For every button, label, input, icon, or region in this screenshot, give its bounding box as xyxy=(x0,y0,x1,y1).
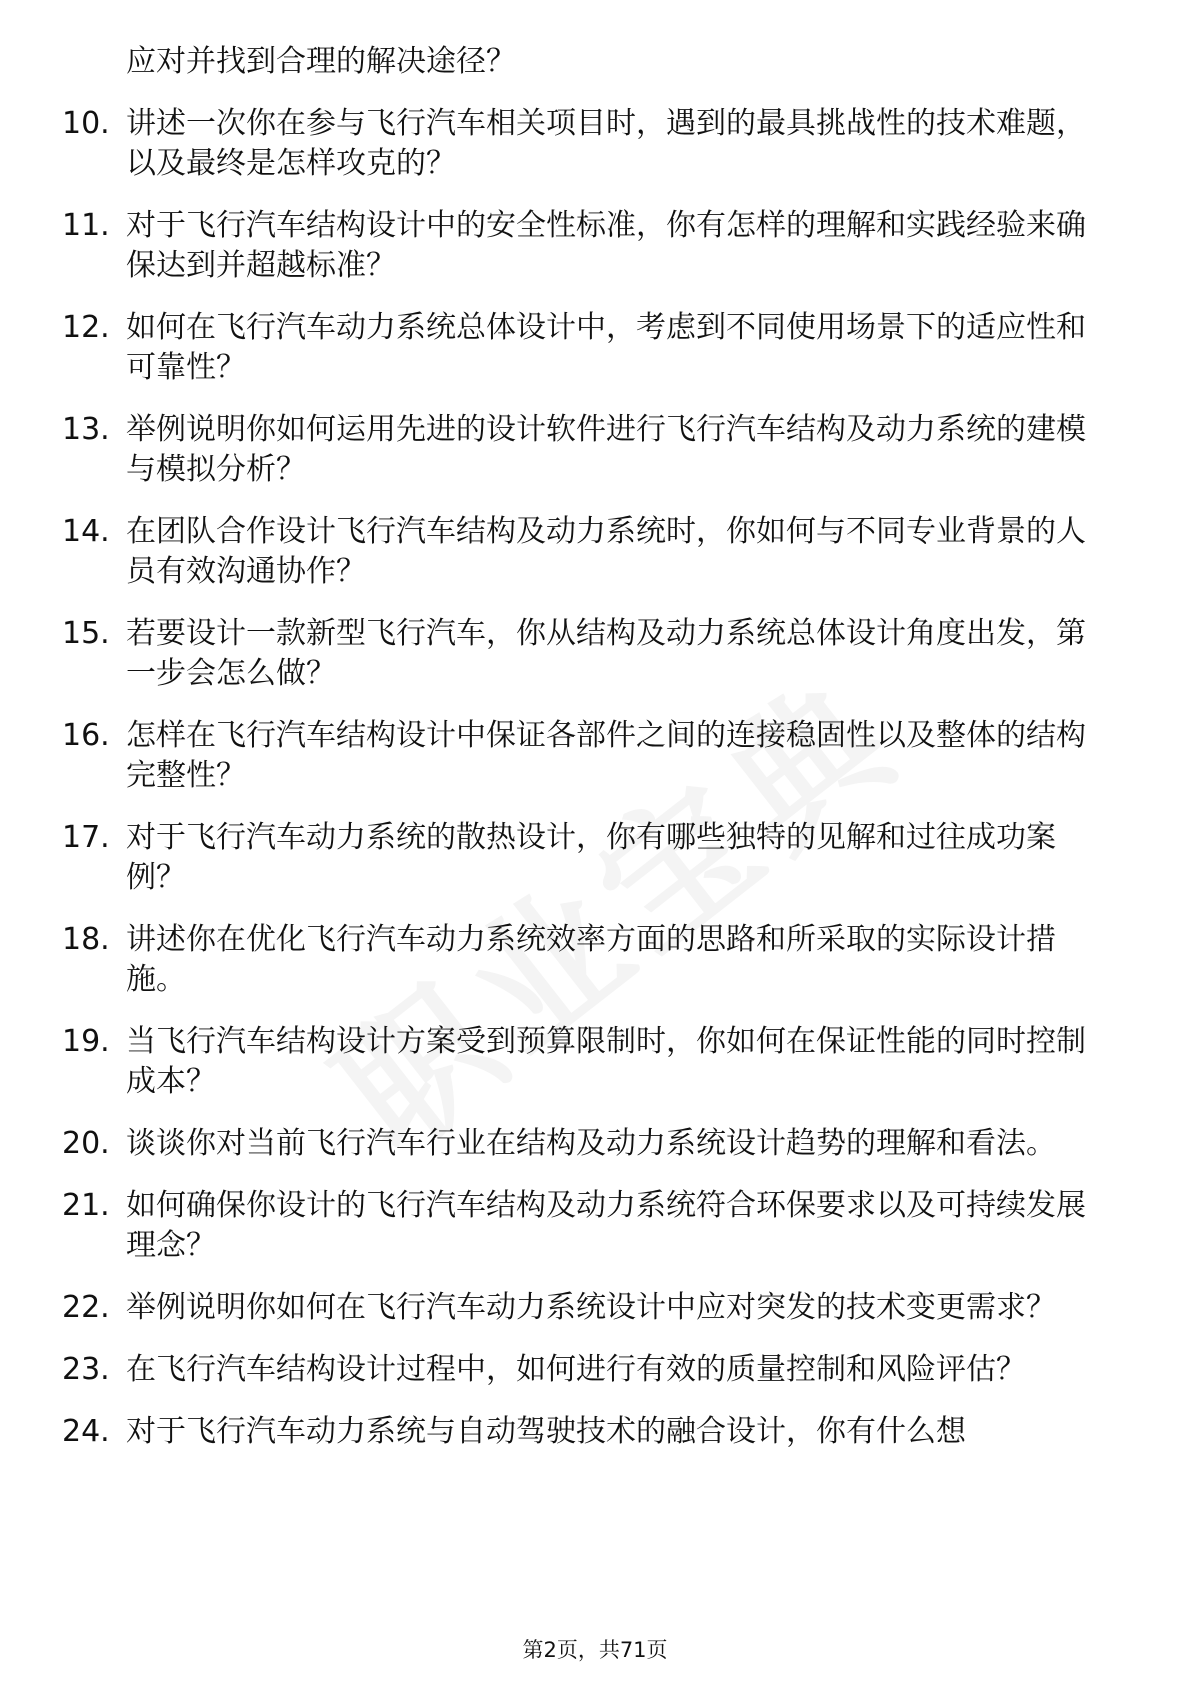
question-item xyxy=(62,818,1112,898)
question-text: 怎样在飞行汽车结构设计中保证各部件之间的连接稳固性以及整体的结构完整性？ xyxy=(126,718,1086,793)
question-number: 16. xyxy=(62,718,110,753)
question-text: 在团队合作设计飞行汽车结构及动力系统时，你如何与不同专业背景的人员有效沟通协作？ xyxy=(126,514,1086,589)
question-text: 讲述一次你在参与飞行汽车相关项目时，遇到的最具挑战性的技术难题，以及最终是怎样攻克的？ xyxy=(126,106,1086,181)
question-item xyxy=(62,614,1112,694)
question-item xyxy=(62,1412,1112,1452)
question-item xyxy=(62,1124,1112,1164)
continued-question-text: 应对并找到合理的解决途径？ xyxy=(126,44,516,79)
question-text: 对于飞行汽车动力系统的散热设计，你有哪些独特的见解和过往成功案例？ xyxy=(126,820,1056,895)
question-item xyxy=(62,920,1112,1000)
question-item xyxy=(62,104,1112,184)
question-text: 讲述你在优化飞行汽车动力系统效率方面的思路和所采取的实际设计措施。 xyxy=(126,922,1056,997)
question-item xyxy=(62,1186,1112,1266)
question-list xyxy=(62,104,1112,1452)
question-item xyxy=(62,512,1112,592)
question-text: 对于飞行汽车结构设计中的安全性标准，你有怎样的理解和实践经验来确保达到并超越标准？ xyxy=(126,208,1086,283)
question-text: 在飞行汽车结构设计过程中，如何进行有效的质量控制和风险评估？ xyxy=(126,1352,1026,1387)
question-item xyxy=(62,206,1112,286)
question-number: 24. xyxy=(62,1414,110,1449)
question-item xyxy=(62,716,1112,796)
question-number: 12. xyxy=(62,310,110,345)
question-text: 谈谈你对当前飞行汽车行业在结构及动力系统设计趋势的理解和看法。 xyxy=(126,1126,1056,1161)
question-text: 如何在飞行汽车动力系统总体设计中，考虑到不同使用场景下的适应性和可靠性？ xyxy=(126,310,1086,385)
question-item xyxy=(62,1288,1112,1328)
question-item xyxy=(62,1350,1112,1390)
question-number: 19. xyxy=(62,1024,110,1059)
question-text: 举例说明你如何在飞行汽车动力系统设计中应对突发的技术变更需求？ xyxy=(126,1290,1056,1325)
question-number: 14. xyxy=(62,514,110,549)
question-number: 21. xyxy=(62,1188,110,1223)
question-text: 对于飞行汽车动力系统与自动驾驶技术的融合设计，你有什么想 xyxy=(126,1414,966,1449)
question-text: 如何确保你设计的飞行汽车结构及动力系统符合环保要求以及可持续发展理念？ xyxy=(126,1188,1086,1263)
question-number: 23. xyxy=(62,1352,110,1387)
question-number: 20. xyxy=(62,1126,110,1161)
page-number-footer: 第2页，共71页 xyxy=(522,1638,668,1662)
question-content xyxy=(62,42,1112,1452)
question-number: 13. xyxy=(62,412,110,447)
question-text: 当飞行汽车结构设计方案受到预算限制时，你如何在保证性能的同时控制成本？ xyxy=(126,1024,1086,1099)
question-number: 18. xyxy=(62,922,110,957)
question-text: 若要设计一款新型飞行汽车，你从结构及动力系统总体设计角度出发，第一步会怎么做？ xyxy=(126,616,1086,691)
question-number: 22. xyxy=(62,1290,110,1325)
question-number: 11. xyxy=(62,208,110,243)
question-number: 10. xyxy=(62,106,110,141)
question-item xyxy=(62,410,1112,490)
question-item xyxy=(62,308,1112,388)
question-text: 举例说明你如何运用先进的设计软件进行飞行汽车结构及动力系统的建模与模拟分析？ xyxy=(126,412,1086,487)
question-item xyxy=(62,1022,1112,1102)
question-number: 17. xyxy=(62,820,110,855)
question-number: 15. xyxy=(62,616,110,651)
